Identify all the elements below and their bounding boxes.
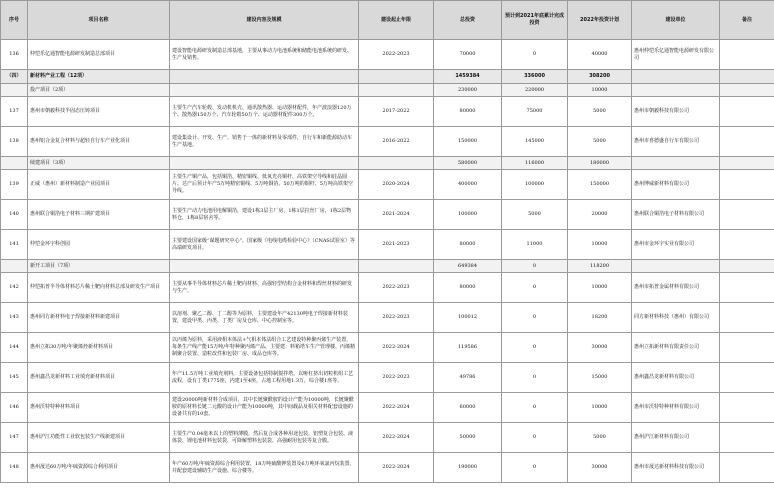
cell-plan: 118200 — [568, 260, 632, 273]
cell-unit — [632, 84, 720, 97]
cell-done: 116000 — [502, 157, 568, 170]
cell-content: 以溶剂、聚乙二醇、丁二醇等为原料，主要建设年产42130吨电子焊接新材料装置，建设甲类、丙类、丁类厂房及仓库、中心控制室等。 — [170, 303, 359, 333]
cell-unit: 同方新材料科技（惠州）有限公司 — [632, 303, 720, 333]
cell-name: 续建项目（3项） — [28, 157, 170, 170]
cell-done: 100000 — [502, 170, 568, 200]
cell-plan: 5000 — [568, 423, 632, 453]
cell-unit: 惠州市拓普金属材料有限公司 — [632, 273, 720, 303]
cell-content: 以丙烯为原料，采用液相本体法+气相本体法组合工艺建设特种聚丙烯生产装置，每条生产线产能15万吨/年特种聚丙烯产品，主要建：料箱塔车生产管理楼、丙烯精制聚合装置、造粒改性和包装厂房、成品仓库等。 — [170, 333, 359, 363]
cell-name: 惠州鑫昌龙新材料工业填充新材料项目 — [28, 363, 170, 393]
subgroup-row — [1, 157, 774, 170]
table-row — [1, 200, 774, 230]
cell-plan: 5000 — [568, 97, 632, 127]
subgroup-row — [1, 260, 774, 273]
cell-seq — [1, 157, 28, 170]
cell-total: 1459384 — [434, 70, 502, 84]
cell-note — [720, 84, 774, 97]
cell-content: 主要从事半导体材料芯片稀土靶向材料、高强轻型结构合金材料和焊丝材料的研发与生产。 — [170, 273, 359, 303]
cell-done: 0 — [502, 273, 568, 303]
table-row — [1, 303, 774, 333]
cell-plan: 30000 — [568, 333, 632, 363]
header-unit: 建设单位 — [632, 1, 720, 40]
cell-seq: （四） — [1, 70, 28, 84]
cell-period: 2016-2022 — [359, 127, 434, 157]
cell-done: 0 — [502, 260, 568, 273]
cell-period — [359, 260, 434, 273]
cell-total: 100000 — [434, 200, 502, 230]
header-period: 建设起止年限 — [359, 1, 434, 40]
cell-name: 正威（惠州）新材料制造产业园项目 — [28, 170, 170, 200]
cell-total: 119586 — [434, 333, 502, 363]
cell-note — [720, 230, 774, 260]
cell-content: 主要生产动力电池用电解铜箔，建设1栋3层主厂房，1栋1层拉丝厂房，1栋2层物料仓，1栋8层宿舍等。 — [170, 200, 359, 230]
cell-period: 2021-2024 — [359, 200, 434, 230]
cell-done: 220000 — [502, 84, 568, 97]
cell-period: 2022-2024 — [359, 393, 434, 423]
table-row — [1, 393, 774, 423]
cell-plan: 18200 — [568, 303, 632, 333]
cell-note — [720, 127, 774, 157]
cell-note — [720, 333, 774, 363]
cell-plan: 40000 — [568, 40, 632, 70]
cell-note — [720, 97, 774, 127]
cell-unit: 惠州市沃特特种材料有限公司 — [632, 393, 720, 423]
cell-seq: 140 — [1, 200, 28, 230]
cell-total: 49786 — [434, 363, 502, 393]
cell-seq: 141 — [1, 230, 28, 260]
header-name: 项目名称 — [28, 1, 170, 40]
cell-unit: 惠州市晟达新材料科技有限公司 — [632, 453, 720, 483]
cell-done: 0 — [502, 453, 568, 483]
cell-note — [720, 423, 774, 453]
cell-plan: 150000 — [568, 170, 632, 200]
cell-done: 11000 — [502, 230, 568, 260]
cell-name: 惠州沪江功能性工业软包装生产线新建项目 — [28, 423, 170, 453]
cell-plan: 20000 — [568, 200, 632, 230]
header-content: 建设内容及规模 — [170, 1, 359, 40]
header-total: 总投资 — [434, 1, 502, 40]
cell-seq: 137 — [1, 97, 28, 127]
cell-name: 投产项目（2项） — [28, 84, 170, 97]
cell-unit: 惠州博威新材料有限公司 — [632, 170, 720, 200]
table-row — [1, 423, 774, 453]
cell-done: 0 — [502, 363, 568, 393]
cell-name: 新材料产业工程（12项） — [28, 70, 170, 84]
cell-note — [720, 157, 774, 170]
cell-period: 2022-2024 — [359, 423, 434, 453]
cell-done: 5000 — [502, 200, 568, 230]
cell-content: 建设集设计、开发、生产、销售于一体的新材料及零部件，自行车和新能源助动车生产基地。 — [170, 127, 359, 157]
cell-total: 649384 — [434, 260, 502, 273]
cell-total: 100012 — [434, 303, 502, 333]
cell-unit: 惠州立拓新材料有限责任公司 — [632, 333, 720, 363]
cell-plan: 30000 — [568, 453, 632, 483]
table-row — [1, 40, 774, 70]
cell-plan: 10000 — [568, 230, 632, 260]
cell-total: 230000 — [434, 84, 502, 97]
table-row — [1, 230, 774, 260]
cell-period: 2022-2023 — [359, 273, 434, 303]
cell-total: 580000 — [434, 157, 502, 170]
cell-total: 190000 — [434, 453, 502, 483]
cell-done: 0 — [502, 393, 568, 423]
cell-name: 仲恺乐亿通智能电源研发制造总部项目 — [28, 40, 170, 70]
cell-content — [170, 260, 359, 273]
cell-period: 2022-2024 — [359, 333, 434, 363]
cell-seq: 143 — [1, 303, 28, 333]
cell-period: 2022-2023 — [359, 303, 434, 333]
cell-seq: 147 — [1, 423, 28, 453]
cell-total: 150000 — [434, 127, 502, 157]
cell-period: 2022-2024 — [359, 453, 434, 483]
cell-name: 惠州同方新材料电子焊接新材料新建项目 — [28, 303, 170, 333]
cell-period — [359, 70, 434, 84]
cell-name: 惠州联合铜箔电子材料三期扩建项目 — [28, 200, 170, 230]
cell-content: 建设智能电源研发制造总部基地，主要从事动力电池系统和储能电池系统的研发、生产及销售。 — [170, 40, 359, 70]
cell-done: 336000 — [502, 70, 568, 84]
cell-note — [720, 363, 774, 393]
cell-note — [720, 40, 774, 70]
cell-unit: 惠州沪江新材料有限公司 — [632, 423, 720, 453]
cell-plan: 180000 — [568, 157, 632, 170]
cell-note — [720, 393, 774, 423]
cell-content: 主要生产铜产品，包括铜箔、精密铜线、低氧光亮铜杆、高铁架空导线和硅晶圆片。达产后预计年产5万吨精密铜线、5万吨铜箔、50万吨的铜杆、5万吨高铁架空导线。 — [170, 170, 359, 200]
cell-content: 主要生产0.04毫米以上的塑料薄膜，然后复合成各种用途包装，铝塑复合包装、液体袋、锂电池材料包装袋，可降解塑料包装袋、高强耐用包装等复合膜。 — [170, 423, 359, 453]
cell-done: 0 — [502, 423, 568, 453]
header-done: 预计到2021年底累计完成投资 — [502, 1, 568, 40]
cell-note — [720, 200, 774, 230]
header-row — [1, 1, 774, 40]
cell-seq: 136 — [1, 40, 28, 70]
table-row — [1, 453, 774, 483]
cell-content: 年产11.5万吨工业填充剂料，主要设备包括特制搅拌塔，以哑杠挤出切粒机组工艺流程，设有丁类1775座，内建1至4座，占地工程用地1.3万，综合楼1座等。 — [170, 363, 359, 393]
cell-done: 145000 — [502, 127, 568, 157]
cell-name: 惠州晟达60万吨/年硫资源综合利用项目 — [28, 453, 170, 483]
cell-plan: 15000 — [568, 363, 632, 393]
cell-plan: 10000 — [568, 273, 632, 303]
cell-total: 80000 — [434, 273, 502, 303]
cell-period: 2021-2023 — [359, 230, 434, 260]
cell-plan: 308200 — [568, 70, 632, 84]
cell-content: 主要建设国家级“谋题研究中心”、国家级《电线电缆检验中心》（CNAS试验室）等高端研发项目。 — [170, 230, 359, 260]
cell-note — [720, 273, 774, 303]
cell-plan: 5000 — [568, 127, 632, 157]
section-row — [1, 70, 774, 84]
table-row — [1, 363, 774, 393]
table-body — [1, 40, 774, 483]
cell-total: 80000 — [434, 230, 502, 260]
cell-note — [720, 170, 774, 200]
cell-unit: 惠州市喜德盛自行车有限公司 — [632, 127, 720, 157]
cell-unit: 惠州鑫昌龙新材料有限公司 — [632, 363, 720, 393]
cell-plan: 10000 — [568, 84, 632, 97]
cell-unit — [632, 157, 720, 170]
cell-note — [720, 453, 774, 483]
cell-done: 0 — [502, 303, 568, 333]
table-row — [1, 170, 774, 200]
cell-content — [170, 84, 359, 97]
cell-total: 70000 — [434, 40, 502, 70]
cell-total: 400000 — [434, 170, 502, 200]
cell-name: 惠州沃特特种材料项目 — [28, 393, 170, 423]
cell-name: 新开工项目（7项） — [28, 260, 170, 273]
header-seq: 序号 — [1, 1, 28, 40]
cell-done: 0 — [502, 40, 568, 70]
header-note: 备注 — [720, 1, 774, 40]
header-plan: 2022年投资计划 — [568, 1, 632, 40]
cell-done: 75000 — [502, 97, 568, 127]
cell-content — [170, 70, 359, 84]
cell-content: 建设20000吨新材料合成项目，其中长链聚酰胺的设计产能为10000吨，长链聚酰胺的原材料长链二元酸的设计产能为10000吨，其中间载品及相关材料配套设施的设备共有的10套。 — [170, 393, 359, 423]
table-row — [1, 273, 774, 303]
cell-name: 惠州铝合金复合材料与超轻自行车产业化项目 — [28, 127, 170, 157]
cell-unit — [632, 260, 720, 273]
cell-seq: 142 — [1, 273, 28, 303]
cell-total: 50000 — [434, 423, 502, 453]
table-row — [1, 333, 774, 363]
cell-period: 2022-2023 — [359, 40, 434, 70]
cell-unit: 惠州仲恺乐亿通智能电源研发有限公司 — [632, 40, 720, 70]
table-row — [1, 127, 774, 157]
cell-unit: 惠州联合铜箔电子材料有限公司 — [632, 200, 720, 230]
cell-period: 2022-2023 — [359, 363, 434, 393]
cell-content: 主要生产汽车轮毂、发动机机壳、通讯散热器、运动器材配件，年产波浪器120万个、散热器150万个、汽车轮毂50万个、运动器材配件300万个。 — [170, 97, 359, 127]
cell-content — [170, 157, 359, 170]
cell-name: 惠州市朝毅科技半固态压铸项目 — [28, 97, 170, 127]
cell-name: 仲恺金环宇科创园 — [28, 230, 170, 260]
cell-seq: 145 — [1, 363, 28, 393]
cell-period — [359, 157, 434, 170]
cell-name: 惠州立拓30万吨/年聚烯烃新材料项目 — [28, 333, 170, 363]
cell-total: 80000 — [434, 97, 502, 127]
cell-unit — [632, 70, 720, 84]
cell-seq — [1, 260, 28, 273]
cell-name: 仲恺拓普半导体材料芯片稀土靶向材料总部及研发生产项目 — [28, 273, 170, 303]
cell-plan: 10000 — [568, 393, 632, 423]
cell-seq — [1, 84, 28, 97]
subgroup-row — [1, 84, 774, 97]
cell-period — [359, 84, 434, 97]
cell-period: 2020-2024 — [359, 170, 434, 200]
cell-done: 0 — [502, 333, 568, 363]
cell-seq: 139 — [1, 170, 28, 200]
cell-seq: 148 — [1, 453, 28, 483]
cell-total: 60000 — [434, 393, 502, 423]
cell-seq: 144 — [1, 333, 28, 363]
cell-unit: 惠州市朝毅科技有限公司 — [632, 97, 720, 127]
cell-period: 2017-2022 — [359, 97, 434, 127]
cell-note — [720, 260, 774, 273]
cell-content: 年产60万吨/年硫资源综合利用装置，18万吨硫酸钾装置及6万吨环氧氯丙烷装置，并配套建设辅助生产设施、综合楼等。 — [170, 453, 359, 483]
cell-note — [720, 303, 774, 333]
cell-seq: 146 — [1, 393, 28, 423]
table-row — [1, 97, 774, 127]
cell-note — [720, 70, 774, 84]
cell-unit: 惠州市金环宇实业有限公司 — [632, 230, 720, 260]
cell-seq: 138 — [1, 127, 28, 157]
